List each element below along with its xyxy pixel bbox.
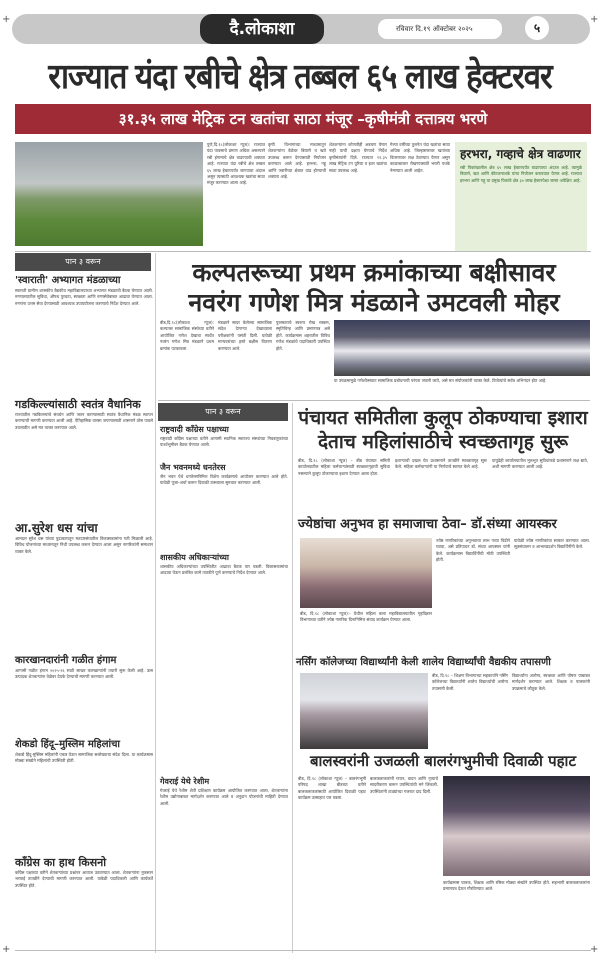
continued-tab: पान ३ वरून <box>15 253 151 271</box>
health-checkup-photo <box>300 673 428 749</box>
lead-story-body: पुणे,दि.१८(लोकाशा न्यूज): राज्यात यंदा पावसाचे प्रमाण अधिक असल्याने रबी हंगामाचे क्षेत्र वाढण्याची शक्यता आहे. राज्यात यंदा रबीचे क्षेत्र तब्बल ६५ लाख हेक्टरपर्यंत जाण्याचा अंदाज असून त्यासाठी आवश्यक खतांचा साठा मंजूर करण्यात आला आहे. <box>207 142 265 186</box>
panchayat-body: यापुढेही कार्यालयातील मूलभूत सुविधांकडे प्रशासनाने लक्ष द्यावे, अशी मागणी करण्यात आली आहे. <box>492 458 588 470</box>
sidebar-body: रबी पिकांखालील क्षेत्र ६५ लाख हेक्टरपर्यंत वाढण्याचा अंदाज आहे. त्यामुळे बियाणे, खत आणि कीटकनाशके यांचा नियोजन करावयात येणार आहे. राज्यात हरभरा आणि गहू या प्रमुख पिकांचे क्षेत्र ३० लाख हेक्टरपेक्षा जास्त अपेक्षित आहे. <box>460 165 582 183</box>
page-bottom-rule <box>15 950 591 951</box>
section-heading: गडकिल्ल्यांसाठी स्वतंत्र वैधानिक <box>15 398 141 411</box>
issue-date: रविवार दि.१९ ऑक्टोबर २०२५ <box>378 19 502 39</box>
section-body: गेवराई येथे रेशीम शेती प्रशिक्षण कार्यक्रम आयोजित करण्यात आला. शेतकऱ्यांना रेशीम उद्योगाबाबत मार्गदर्शन करण्यात आले व अनुदान योजनांची माहिती देण्यात आली. <box>160 788 288 806</box>
section-body: काँग्रेस पक्षाच्या वतीने शेतकऱ्यांच्या प्रश्नांवर आवाज उठवण्यात आला. शेतकऱ्यांना नुकसान भरपाई तातडीने देण्याची मागणी करण्यात आली. यावेळी पदाधिकारी आणि कार्यकर्ते उपस्थित होते. <box>15 870 153 888</box>
nursing-headline: नर्सिंग कॉलेजच्या विद्यार्थ्यांनी केली शालेय विद्यार्थ्यांची वैद्यकीय तपासणी <box>296 657 551 668</box>
divider <box>15 251 591 252</box>
section-heading: शासकीय अधिकाऱ्यांच्या <box>160 553 229 562</box>
nursing-body: बीड, दि.१८ – शिक्षण विभागाच्या सहकार्याने नर्सिंग कॉलेजच्या विद्यार्थ्यांनी शालेय विद्यार्थ्यांची आरोग्य तपासणी केली. <box>432 673 508 691</box>
page-number: ५ <box>525 16 549 40</box>
middle-column <box>160 424 288 908</box>
section-heading: गेवराई येथे रेशीम <box>160 777 210 786</box>
section-body: जैन भवन येथे धनतेरसनिमित्त विशेष कार्यक्रमाचे आयोजन करण्यात आले होते. यावेळी पूजा-अर्चा करून दिवाळी उत्सवाला सुरुवात करण्यात आली. <box>160 474 288 486</box>
section-body: आगामी गळीत हंगाम २०२५-२६ साठी साखर कारखान्यांनी तयारी सुरू केली आहे. ऊस उत्पादक शेतकऱ्यांना वेळेवर देयके देण्याची मागणी करण्यात आली. <box>15 668 153 680</box>
section-body: शासकीय अधिकाऱ्यांच्या उपस्थितीत आढावा बैठक पार पडली. विकासकामांचा आढावा घेऊन प्रलंबित कामे तातडीने पूर्ण करण्याचे निर्देश देण्यात आले. <box>160 564 288 576</box>
lead-story-body: कृषी विभागाच्या माध्यमातून शेतकऱ्यांना वेळेवर बियाणे व खते उपलब्ध करून देण्यासाठी नियोजन करण्यात आले आहे. हरभरा, गहू आणि ज्वारीच्या क्षेत्रात वाढ होण्याची शक्यता आहे. <box>268 142 326 180</box>
section-body: आमदार सुरेश धस यांच्या पुढाकारातून मतदारसंघातील विकासकामांना गती मिळाली आहे. विविध योजनांच्या माध्यमातून निधी उपलब्ध करून देण्यात आला असून नागरिकांनी समाधान व्यक्त केले. <box>15 536 153 554</box>
children-performance-photo <box>443 776 590 876</box>
sidebar-box <box>455 142 587 252</box>
kalpataru-headline-line2: नवरंग गणेश मित्र मंडळाने उमटवली मोहर <box>188 288 560 317</box>
column-divider <box>292 403 293 953</box>
section-heading: राष्ट्रवादी काँग्रेस पक्षाच्या <box>160 425 229 434</box>
kalpataru-headline-line1: कल्पतरूच्या प्रथम क्रमांकाच्या बक्षीसावर <box>192 258 556 287</box>
kalpataru-body: बीड,दि.१८(लोकाशा न्यूज): कल्पतरू सामाजिक संस्थेच्या वतीने आयोजित गणेश देखावा स्पर्धेत नवरंग गणेश मित्र मंडळाने प्रथम क्रमांक पटकावला. <box>160 320 214 351</box>
crop-mark-icon: + <box>2 944 11 955</box>
elders-event-photo <box>300 538 432 608</box>
panchayat-body: बीड, दि.१८ (लोकाशा न्यूज) – बीड पंचायत समिती कार्यालयातील महिला कर्मचाऱ्यांसाठी स्वच्छतागृहाची सुविधा नसल्याने कुलूप ठोकण्याचा इशारा देण्यात आला होता. <box>298 458 390 476</box>
elders-body: बीड, दि.१८ (लोकाशा न्यूज):- येथील महिला कला महाविद्यालयातील गृहविज्ञान विभागाच्या वतीने ज्येष्ठ नागरिक दिनानिमित्त संवाद कार्यक्रम घेण्यात आला. <box>300 611 432 623</box>
lead-story-body: शेतकऱ्यांना कोणतीही अडचण येणार नाही याची दक्षता घेण्याचे निर्देश कृषीमंत्र्यांनी दिले. राज्यात ११.३५ लाख मेट्रिक टन युरिया व इतर खतांचा साठा उपलब्ध आहे. <box>329 142 387 173</box>
balrang-body: बीड, दि.१८ (लोकाशा न्यूज) – बालरंगभूमी परिषद शाखा बीडच्या वतीने बालकलाकारांसाठी आयोजित दिवाळी पहाट कार्यक्रम उत्साहात पार पडला. <box>298 776 366 801</box>
column-divider <box>155 253 156 953</box>
wheat-field-photo <box>15 142 203 246</box>
section-heading: जैन भवनमध्ये धनतेरस <box>160 463 226 472</box>
section-heading: 'स्वाराती' अभ्यागत मंडळाच्या <box>15 275 121 286</box>
elders-body: यावेळी ज्येष्ठ नागरिकांचा सत्कार करण्यात आला. सूत्रसंचालन व आभारप्रदर्शन विद्यार्थिनींनी केले. <box>514 538 590 550</box>
sidebar-heading: हरभरा, गव्हाचे क्षेत्र वाढणार <box>460 147 581 161</box>
award-ceremony-photo <box>334 320 590 376</box>
panchayat-headline-line2: देताच महिलांसाठीचे स्वच्छतागृह सुरू <box>317 431 569 453</box>
panchayat-body: इशाऱ्याची दखल घेत प्रशासनाने तातडीने स्वच्छतागृह सुरू केले. महिला कर्मचाऱ्यांनी या निर्णयाचे स्वागत केले आहे. <box>395 458 487 470</box>
section-heading: आ.सुरेश धस यांचा <box>15 521 98 535</box>
divider <box>158 400 590 401</box>
balrang-body: बालकलाकारांनी गायन, वादन आणि नृत्याचे सादरीकरण करून उपस्थितांची मने जिंकली. उपस्थितांनी टाळ्यांच्या गजरात दाद दिली. <box>370 776 438 794</box>
section-body: राज्यातील गडकिल्ल्यांचे संवर्धन आणि जतन करण्यासाठी स्वतंत्र वैधानिक मंडळ स्थापन करण्याची मागणी करण्यात आली आहे. ऐतिहासिक वारसा जपण्यासाठी शासनाने ठोस पावले उचलावीत असे मत व्यक्त करण्यात आले. <box>15 412 153 430</box>
section-heading: काँग्रेस का हाथ किसनो <box>15 856 107 869</box>
crop-mark-icon: + <box>2 14 11 25</box>
left-column <box>15 274 153 980</box>
section-body: राष्ट्रवादी काँग्रेस पक्षाच्या वतीने आगामी स्थानिक स्वराज्य संस्थांच्या निवडणुकांच्या पार्श्वभूमीवर बैठक घेण्यात आली. <box>160 436 288 448</box>
lead-story-body: गेल्या वर्षीच्या तुलनेत यंदा खतांचा साठा अधिक आहे. जिल्हास्तरावर खतांच्या वितरणावर लक्ष ठेवण्यात येणार असून काळाबाजार रोखण्यासाठी भरारी पथके नेमण्यात आली आहेत. <box>390 142 450 173</box>
kalpataru-body: या उपक्रमामुळे गणेशोत्सवात सामाजिक प्रबोधनाची परंपरा जपली जाते, असे मत संयोजकांनी व्यक्त केले. विजेत्यांचे सर्वत्र अभिनंदन होत आहे. <box>334 378 547 383</box>
section-body: स्वाराती ग्रामीण शासकीय वैद्यकीय महाविद्यालयाच्या अभ्यागत मंडळाची बैठक घेण्यात आली. रुग्णालयातील सुविधा, औषध पुरवठा, स्वच्छता आणि रुग्णसेवेबाबत आढावा घेण्यात आला. रुग्णांना उत्तम सेवा देण्यासाठी आवश्यक उपाययोजना करण्याचे निर्देश देण्यात आले. <box>15 288 153 306</box>
balrang-body: कार्यक्रमास पालक, शिक्षक आणि रसिक मोठ्या संख्येने उपस्थित होते. सहभागी बालकलाकारांना प्रमाणपत्र देऊन गौरविण्यात आले. <box>443 880 590 892</box>
elders-headline: ज्येष्ठांचा अनुभव हा समाजाचा ठेवा– डॉ.संध्या आयस्कर <box>298 517 557 532</box>
balrang-headline: बालस्वरांनी उजळली बालरंगभुमीची दिवाळी पहाट <box>309 752 577 770</box>
continued-tab: पान ३ वरून <box>158 403 288 421</box>
section-heading: शेकडो हिंदू–मुस्लिम महिलांचा <box>15 739 121 750</box>
nursing-body: विद्यार्थ्यांना आरोग्य, स्वच्छता आणि पोषण याबाबत मार्गदर्शन करण्यात आले. शिक्षक व पालकांनी उपक्रमाचे कौतुक केले. <box>512 673 590 691</box>
crop-mark-icon: + <box>590 944 599 955</box>
section-body: शेकडो हिंदू-मुस्लिम महिलांनी एकत्र येऊन सामाजिक सलोख्याचा संदेश दिला. या कार्यक्रमास मोठ्या संख्येने महिलांची उपस्थिती होती. <box>15 752 153 764</box>
panchayat-headline-line1: पंचायत समितीला कुलूप ठोकण्याचा इशारा <box>298 407 588 429</box>
kalpataru-body: मंडळाने सादर केलेल्या सामाजिक संदेश देणाऱ्या देखाव्याला परीक्षकांनी पसंती दिली. यावेळी मान्यवरांच्या हस्ते बक्षीस वितरण करण्यात आले. <box>218 320 272 351</box>
lead-subheadline: ३१.३५ लाख मेट्रिक टन खतांचा साठा मंजूर –कृषीमंत्री दत्तात्रय भरणे <box>15 104 591 134</box>
lead-headline: राज्यात यंदा रबीचे क्षेत्र तब्बल ६५ लाख हेक्टरवर <box>48 56 552 98</box>
newspaper-brand: दै.लोकाशा <box>200 14 324 44</box>
elders-body: ज्येष्ठ नागरिकांच्या अनुभवाचा लाभ नव्या पिढीने घ्यावा, असे प्रतिपादन डॉ. संध्या आयस्कर यांनी केले. कार्यक्रमास विद्यार्थिनींची मोठी उपस्थिती होती. <box>436 538 510 563</box>
crop-mark-icon: + <box>590 14 599 25</box>
kalpataru-body: पुरस्काराचे स्वरूप रोख रक्कम, स्मृतिचिन्ह आणि प्रमाणपत्र असे होते. कार्यक्रमास शहरातील विविध गणेश मंडळांचे पदाधिकारी उपस्थित होते. <box>276 320 330 351</box>
section-heading: कारखानदारांनी गळीत हंगाम <box>15 655 117 666</box>
